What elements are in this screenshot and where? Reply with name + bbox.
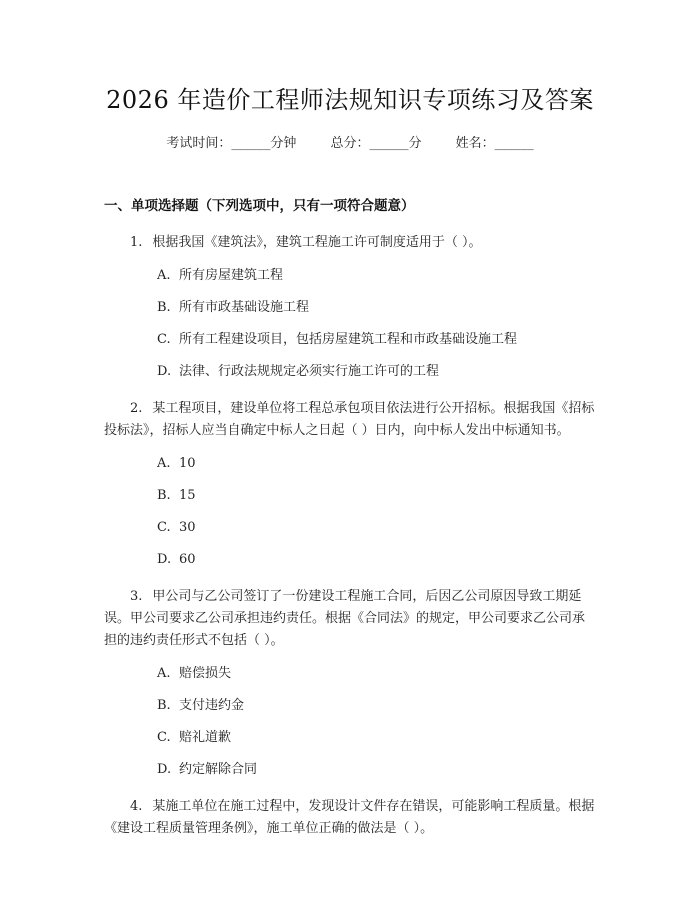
option-text: 赔偿损失 bbox=[179, 666, 232, 681]
exam-name: 姓名：______ bbox=[455, 136, 534, 151]
option-text: 所有房屋建筑工程 bbox=[179, 268, 284, 283]
option-letter: B. bbox=[157, 488, 171, 503]
question-number: 1. bbox=[130, 235, 143, 250]
option-letter: C. bbox=[157, 520, 171, 535]
option-letter: B. bbox=[157, 698, 171, 713]
option-letter: D. bbox=[157, 552, 172, 567]
option-text: 支付违约金 bbox=[179, 698, 245, 713]
option-letter: C. bbox=[157, 332, 171, 347]
option-text: 所有市政基础设施工程 bbox=[179, 300, 310, 315]
option-text: 约定解除合同 bbox=[179, 762, 258, 777]
option-3a bbox=[104, 664, 596, 684]
option-text: 所有工程建设项目，包括房屋建筑工程和市政基础设施工程 bbox=[179, 332, 518, 347]
option-text: 赔礼道歉 bbox=[179, 730, 232, 745]
option-letter: A. bbox=[157, 268, 171, 283]
section-heading: 一、单项选择题（下列选项中，只有一项符合题意） bbox=[104, 198, 415, 214]
option-2c bbox=[104, 518, 596, 538]
question-3 bbox=[104, 586, 596, 652]
option-text: 60 bbox=[179, 552, 196, 567]
option-letter: B. bbox=[157, 300, 171, 315]
question-4 bbox=[104, 796, 596, 840]
question-text: 某工程项目，建设单位将工程总承包项目依法进行公开招标。根据我国《招标投标法》，招标人应当自确定中标人之日起（ ）日内，向中标人发出中标通知书。 bbox=[104, 401, 595, 438]
option-2b bbox=[104, 486, 596, 506]
option-1c bbox=[104, 330, 596, 350]
question-2 bbox=[104, 398, 596, 442]
option-1d bbox=[104, 362, 596, 382]
option-2a bbox=[104, 454, 596, 474]
option-letter: C. bbox=[157, 730, 171, 745]
question-text: 某施工单位在施工过程中，发现设计文件存在错误，可能影响工程质量。根据《建设工程质量管理条例》，施工单位正确的做法是（ ）。 bbox=[104, 799, 595, 836]
exam-meta bbox=[104, 134, 596, 154]
question-1 bbox=[104, 232, 596, 254]
option-3b bbox=[104, 696, 596, 716]
question-number: 3. bbox=[130, 589, 143, 604]
question-text: 甲公司与乙公司签订了一份建设工程施工合同，后因乙公司原因导致工期延误。甲公司要求乙公司承担违约责任。根据《合同法》的规定，甲公司要求乙公司承担的违约责任形式不包括（ ）。 bbox=[104, 589, 586, 648]
option-text: 法律、行政法规规定必须实行施工许可的工程 bbox=[179, 364, 440, 379]
option-letter: A. bbox=[157, 666, 171, 681]
option-2d bbox=[104, 550, 596, 570]
question-number: 2. bbox=[130, 401, 143, 416]
option-letter: A. bbox=[157, 456, 171, 471]
exam-time: 考试时间：______分钟 bbox=[166, 136, 297, 151]
option-letter: D. bbox=[157, 364, 172, 379]
option-3d bbox=[104, 760, 596, 780]
option-text: 30 bbox=[179, 520, 196, 535]
option-text: 10 bbox=[179, 456, 196, 471]
option-letter: D. bbox=[157, 762, 172, 777]
option-1a bbox=[104, 266, 596, 286]
page-title: 2026 年造价工程师法规知识专项练习及答案 bbox=[106, 86, 594, 114]
question-text: 根据我国《建筑法》，建筑工程施工许可制度适用于（ ）。 bbox=[152, 235, 482, 250]
option-text: 15 bbox=[179, 488, 196, 503]
option-3c bbox=[104, 728, 596, 748]
exam-score: 总分：______分 bbox=[330, 136, 422, 151]
question-number: 4. bbox=[130, 799, 143, 814]
option-1b bbox=[104, 298, 596, 318]
